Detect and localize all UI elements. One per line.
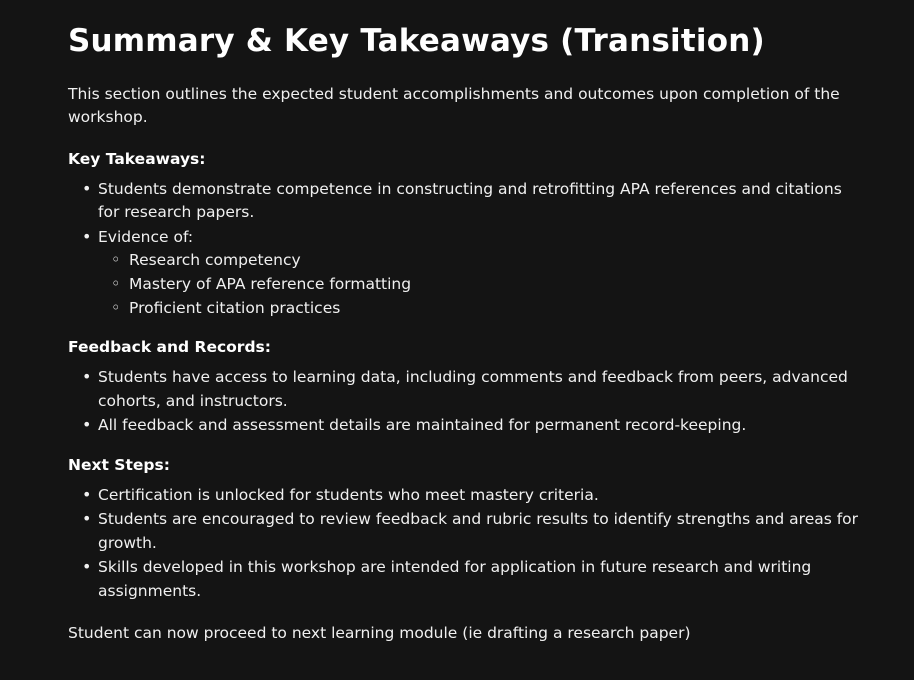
sub-list-item-text: Proficient citation practices xyxy=(129,298,341,317)
list-item-text: Evidence of: xyxy=(98,227,194,246)
sub-list-item xyxy=(98,297,868,321)
list-item xyxy=(68,556,868,603)
list-item xyxy=(68,366,868,413)
list-item-text: All feedback and assessment details are maintained for permanent record-keeping. xyxy=(98,416,747,435)
list-item xyxy=(68,414,868,438)
list-item-text: Certification is unlocked for students who meet mastery criteria. xyxy=(98,485,599,504)
list-item xyxy=(68,484,868,508)
list-item xyxy=(68,178,868,225)
bullet-list xyxy=(68,484,868,604)
sub-list-item xyxy=(98,249,868,273)
list-item xyxy=(68,508,868,555)
list-item-text: Students demonstrate competence in constructing and retrofitting APA references and citations for research papers. xyxy=(98,179,842,222)
sub-list-item-text: Mastery of APA reference formatting xyxy=(129,275,412,294)
section-heading: Feedback and Records: xyxy=(68,338,271,357)
list-item-text: Students have access to learning data, including comments and feedback from peers, advanced cohorts, and instructors. xyxy=(98,368,848,410)
closing-paragraph: Student can now proceed to next learning module (ie drafting a research paper) xyxy=(68,623,691,642)
section-key-takeaways xyxy=(68,150,868,320)
list-item xyxy=(68,226,868,320)
section-feedback-and-records xyxy=(68,338,868,438)
list-item-text: Skills developed in this workshop are intended for application in future research and writing assignments. xyxy=(98,558,812,600)
bullet-list xyxy=(68,178,868,320)
intro-paragraph: This section outlines the expected student accomplishments and outcomes upon completion of the workshop. xyxy=(68,84,840,127)
sub-list-item xyxy=(98,273,868,297)
section-heading: Key Takeaways: xyxy=(68,149,206,168)
list-item-text: Students are encouraged to review feedback and rubric results to identify strengths and areas for growth. xyxy=(98,510,859,552)
sub-bullet-list xyxy=(98,249,868,320)
bullet-list xyxy=(68,366,868,438)
section-heading: Next Steps: xyxy=(68,455,170,474)
sub-list-item-text: Research competency xyxy=(129,251,301,270)
page-title: Summary & Key Takeaways (Transition) xyxy=(68,23,765,59)
section-next-steps xyxy=(68,456,868,604)
